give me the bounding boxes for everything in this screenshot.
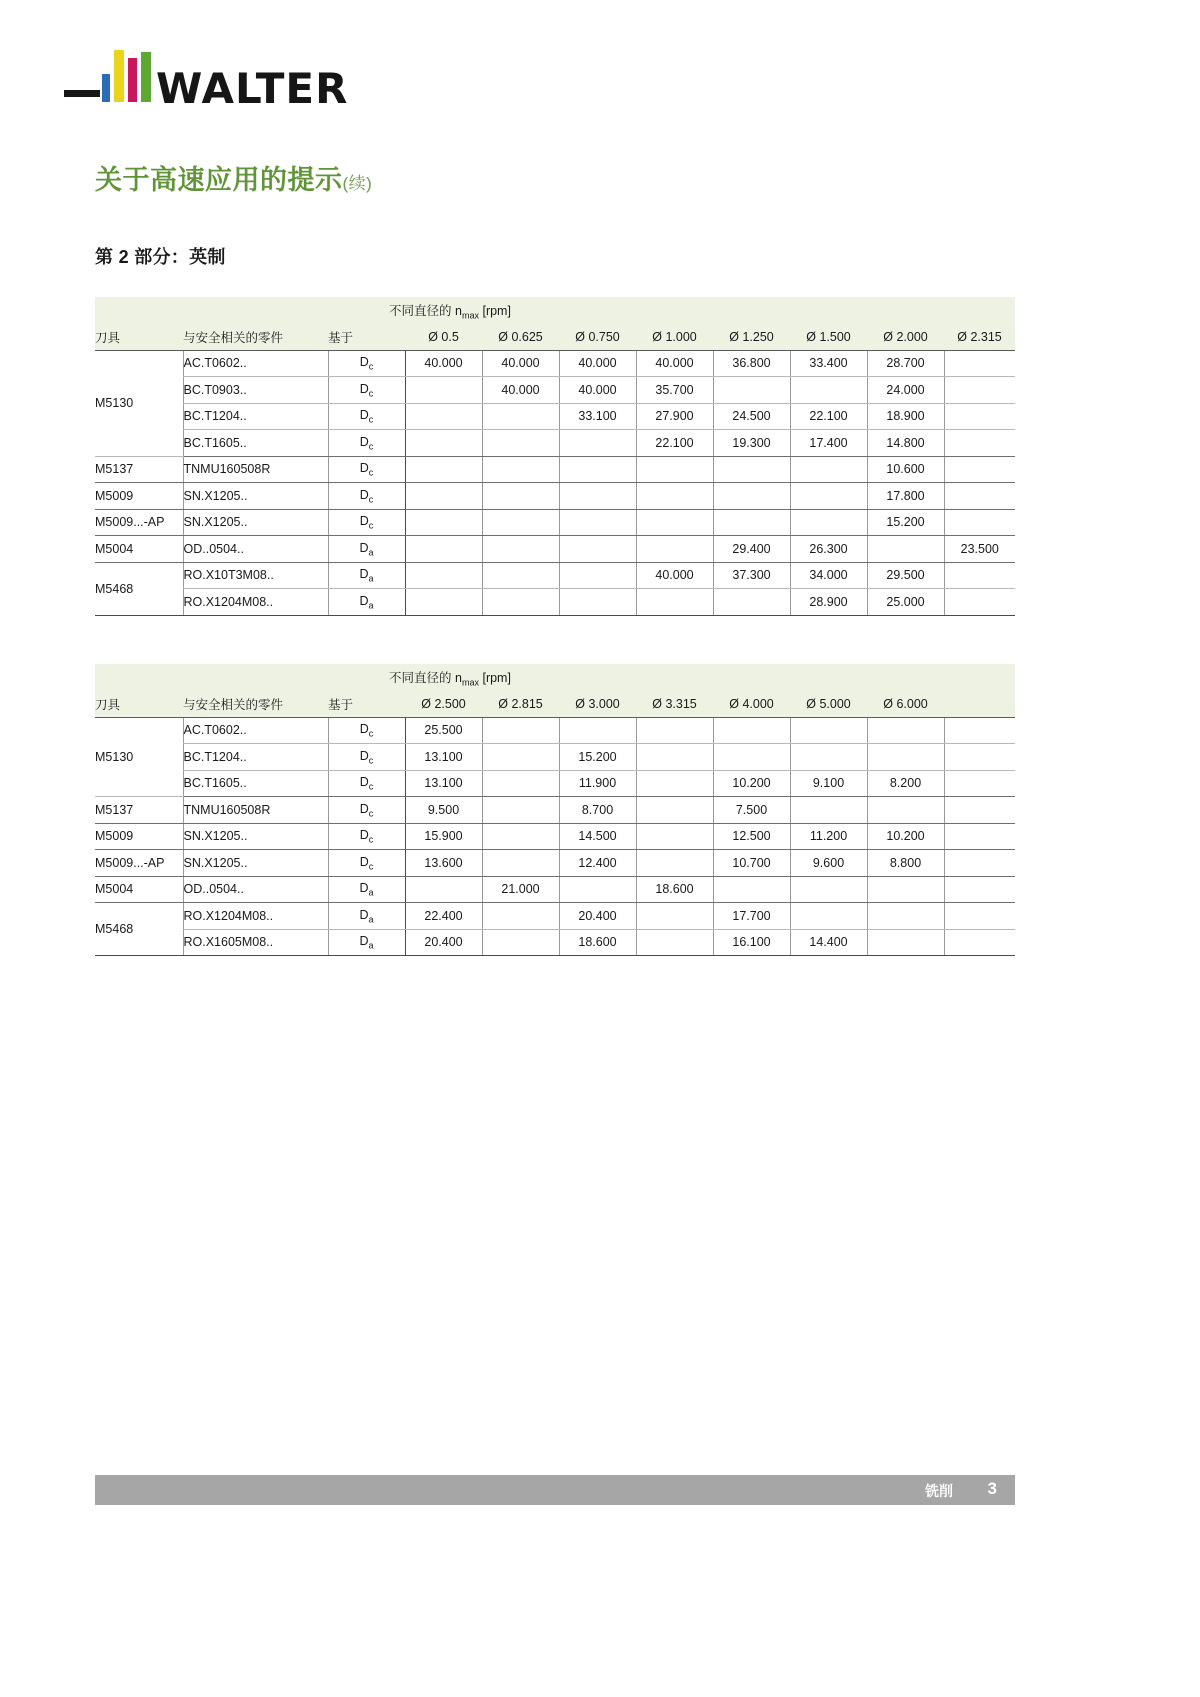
- header-diameter-6: Ø 6.000: [867, 691, 944, 718]
- cell-value: 27.900: [636, 403, 713, 430]
- header-diameter-3: Ø 3.315: [636, 691, 713, 718]
- cell-value: [636, 509, 713, 536]
- spec-table-2: [95, 664, 1015, 956]
- cell-value: 40.000: [559, 377, 636, 404]
- cell-value: [944, 797, 1015, 824]
- header-diameter-2: Ø 3.000: [559, 691, 636, 718]
- footer-page-number: 3: [987, 1479, 997, 1498]
- cell-tool: M5468: [95, 903, 183, 956]
- logo-dash: [64, 90, 100, 97]
- cell-value: [713, 456, 790, 483]
- cell-value: [944, 770, 1015, 797]
- header-diameter-0: Ø 0.5: [405, 324, 482, 351]
- cell-part: BC.T1204..: [183, 744, 328, 771]
- header-diameter-1: Ø 2.815: [482, 691, 559, 718]
- cell-part: OD..0504..: [183, 876, 328, 903]
- cell-basis: $D_a$: [328, 589, 405, 616]
- cell-part: RO.X1605M08..: [183, 929, 328, 956]
- cell-value: [559, 483, 636, 510]
- table-row: [95, 350, 1015, 377]
- cell-value: 34.000: [790, 562, 867, 589]
- cell-value: [944, 823, 1015, 850]
- cell-basis: $D_c$: [328, 744, 405, 771]
- cell-value: [636, 850, 713, 877]
- cell-value: [559, 589, 636, 616]
- cell-tool: M5468: [95, 562, 183, 615]
- cell-value: 10.200: [867, 823, 944, 850]
- header-diameter-0: Ø 2.500: [405, 691, 482, 718]
- cell-tool: M5009...-AP: [95, 509, 183, 536]
- cell-value: [636, 589, 713, 616]
- cell-value: 11.900: [559, 770, 636, 797]
- cell-value: 26.300: [790, 536, 867, 563]
- cell-value: [482, 929, 559, 956]
- cell-value: [944, 850, 1015, 877]
- cell-tool: M5004: [95, 536, 183, 563]
- cell-basis: $D_a$: [328, 903, 405, 930]
- header-part: 与安全相关的零件: [183, 324, 328, 351]
- header-diameter-5: Ø 5.000: [790, 691, 867, 718]
- table-row: [95, 430, 1015, 457]
- cell-value: 9.100: [790, 770, 867, 797]
- cell-value: 25.000: [867, 589, 944, 616]
- cell-basis: $D_a$: [328, 536, 405, 563]
- cell-value: [636, 717, 713, 744]
- cell-value: [482, 770, 559, 797]
- header-basis: 基于: [328, 691, 405, 718]
- table-row: [95, 850, 1015, 877]
- cell-value: [790, 456, 867, 483]
- section-title: 第 2 部分：英制: [95, 247, 226, 267]
- cell-value: [790, 717, 867, 744]
- cell-value: 29.500: [867, 562, 944, 589]
- cell-value: [482, 456, 559, 483]
- cell-value: [790, 744, 867, 771]
- cell-value: 24.500: [713, 403, 790, 430]
- logo-bar-blue: [102, 74, 110, 102]
- cell-value: 40.000: [636, 562, 713, 589]
- cell-tool: M5130: [95, 350, 183, 456]
- band-label: 不同直径的 $n_{max}$ [rpm]: [95, 297, 1015, 324]
- spec-table-2-wrapper: [95, 664, 1015, 956]
- cell-value: [944, 876, 1015, 903]
- cell-value: 35.700: [636, 377, 713, 404]
- cell-value: 40.000: [559, 350, 636, 377]
- cell-part: TNMU160508R: [183, 797, 328, 824]
- cell-value: [482, 797, 559, 824]
- header-diameter-2: Ø 0.750: [559, 324, 636, 351]
- cell-value: [790, 483, 867, 510]
- table-row: [95, 483, 1015, 510]
- table-row: [95, 823, 1015, 850]
- cell-basis: $D_c$: [328, 717, 405, 744]
- table-row: [95, 717, 1015, 744]
- table-row: [95, 377, 1015, 404]
- cell-part: TNMU160508R: [183, 456, 328, 483]
- cell-part: RO.X10T3M08..: [183, 562, 328, 589]
- cell-value: [405, 483, 482, 510]
- cell-value: [944, 509, 1015, 536]
- cell-value: 22.100: [790, 403, 867, 430]
- cell-value: [559, 717, 636, 744]
- header-diameter-6: Ø 2.000: [867, 324, 944, 351]
- cell-value: 19.300: [713, 430, 790, 457]
- cell-value: 10.200: [713, 770, 790, 797]
- cell-value: 9.600: [790, 850, 867, 877]
- table-row: [95, 509, 1015, 536]
- cell-value: 18.600: [636, 876, 713, 903]
- cell-value: 23.500: [944, 536, 1015, 563]
- cell-value: 13.600: [405, 850, 482, 877]
- cell-basis: $D_a$: [328, 562, 405, 589]
- cell-value: [790, 876, 867, 903]
- cell-value: 14.800: [867, 430, 944, 457]
- cell-value: [944, 350, 1015, 377]
- cell-value: [713, 483, 790, 510]
- cell-basis: $D_c$: [328, 770, 405, 797]
- header-diameter-5: Ø 1.500: [790, 324, 867, 351]
- cell-tool: M5009...-AP: [95, 850, 183, 877]
- cell-value: 22.400: [405, 903, 482, 930]
- cell-value: [636, 744, 713, 771]
- cell-value: [790, 377, 867, 404]
- header-basis: 基于: [328, 324, 405, 351]
- cell-value: 40.000: [405, 350, 482, 377]
- footer-bar: [95, 1475, 1015, 1505]
- header-diameter-4: Ø 1.250: [713, 324, 790, 351]
- page-title-text: 关于高速应用的提示: [95, 165, 343, 195]
- logo-bar-pink: [128, 58, 137, 102]
- cell-value: [944, 483, 1015, 510]
- cell-value: 8.700: [559, 797, 636, 824]
- cell-value: [482, 744, 559, 771]
- cell-value: 36.800: [713, 350, 790, 377]
- table-row: [95, 797, 1015, 824]
- cell-value: 28.900: [790, 589, 867, 616]
- logo-bar-yellow: [114, 50, 124, 102]
- cell-value: 17.400: [790, 430, 867, 457]
- cell-value: [482, 430, 559, 457]
- cell-value: [405, 430, 482, 457]
- cell-value: 24.000: [867, 377, 944, 404]
- header-tool: 刀具: [95, 691, 183, 718]
- header-diameter-7: [944, 691, 1015, 718]
- cell-value: 14.400: [790, 929, 867, 956]
- cell-value: [482, 562, 559, 589]
- cell-part: BC.T1605..: [183, 770, 328, 797]
- table-row: [95, 770, 1015, 797]
- cell-part: OD..0504..: [183, 536, 328, 563]
- cell-value: [559, 876, 636, 903]
- cell-value: [944, 403, 1015, 430]
- cell-value: [944, 717, 1015, 744]
- header-part: 与安全相关的零件: [183, 691, 328, 718]
- cell-value: [713, 509, 790, 536]
- cell-value: [790, 509, 867, 536]
- cell-value: [713, 876, 790, 903]
- table-row: [95, 536, 1015, 563]
- cell-value: 28.700: [867, 350, 944, 377]
- cell-basis: $D_c$: [328, 823, 405, 850]
- cell-value: [405, 456, 482, 483]
- cell-basis: $D_c$: [328, 797, 405, 824]
- cell-value: [944, 430, 1015, 457]
- footer-section-label: 铣削: [925, 1483, 953, 1499]
- cell-value: [944, 456, 1015, 483]
- cell-value: [636, 797, 713, 824]
- walter-logo: [64, 52, 354, 114]
- cell-value: 9.500: [405, 797, 482, 824]
- cell-part: RO.X1204M08..: [183, 589, 328, 616]
- table-row: [95, 403, 1015, 430]
- spec-table-1-wrapper: [95, 297, 1015, 616]
- cell-basis: $D_a$: [328, 876, 405, 903]
- cell-value: [867, 717, 944, 744]
- cell-value: 12.500: [713, 823, 790, 850]
- cell-value: 25.500: [405, 717, 482, 744]
- cell-tool: M5009: [95, 483, 183, 510]
- cell-part: SN.X1205..: [183, 823, 328, 850]
- cell-part: SN.X1205..: [183, 509, 328, 536]
- cell-value: 8.800: [867, 850, 944, 877]
- cell-value: 7.500: [713, 797, 790, 824]
- cell-part: AC.T0602..: [183, 717, 328, 744]
- cell-tool: M5130: [95, 717, 183, 797]
- cell-value: [482, 850, 559, 877]
- cell-value: [559, 536, 636, 563]
- cell-value: 8.200: [867, 770, 944, 797]
- cell-value: 18.600: [559, 929, 636, 956]
- cell-value: [636, 483, 713, 510]
- cell-value: 16.100: [713, 929, 790, 956]
- cell-value: [636, 536, 713, 563]
- cell-value: [559, 509, 636, 536]
- cell-tool: M5004: [95, 876, 183, 903]
- cell-value: [867, 536, 944, 563]
- cell-value: [713, 744, 790, 771]
- cell-value: 20.400: [559, 903, 636, 930]
- header-diameter-3: Ø 1.000: [636, 324, 713, 351]
- cell-part: RO.X1204M08..: [183, 903, 328, 930]
- page-title: [95, 158, 372, 197]
- cell-value: 33.100: [559, 403, 636, 430]
- cell-basis: $D_c$: [328, 509, 405, 536]
- cell-value: [482, 717, 559, 744]
- table-row: [95, 744, 1015, 771]
- cell-value: 15.200: [867, 509, 944, 536]
- cell-tool: M5137: [95, 797, 183, 824]
- logo-bar-green: [141, 52, 151, 102]
- cell-value: [405, 589, 482, 616]
- cell-value: [636, 456, 713, 483]
- cell-value: [482, 823, 559, 850]
- cell-value: [944, 903, 1015, 930]
- cell-value: 17.800: [867, 483, 944, 510]
- table-header-row: [95, 691, 1015, 718]
- cell-value: [713, 589, 790, 616]
- cell-value: [713, 717, 790, 744]
- cell-value: [790, 797, 867, 824]
- cell-value: [482, 509, 559, 536]
- cell-value: [944, 377, 1015, 404]
- cell-value: 10.600: [867, 456, 944, 483]
- cell-value: 22.100: [636, 430, 713, 457]
- header-diameter-1: Ø 0.625: [482, 324, 559, 351]
- cell-value: [944, 562, 1015, 589]
- cell-value: 15.200: [559, 744, 636, 771]
- cell-basis: $D_a$: [328, 929, 405, 956]
- cell-value: [482, 403, 559, 430]
- cell-value: 17.700: [713, 903, 790, 930]
- cell-value: 18.900: [867, 403, 944, 430]
- cell-value: [482, 483, 559, 510]
- cell-value: 40.000: [482, 350, 559, 377]
- table-row: [95, 562, 1015, 589]
- cell-basis: $D_c$: [328, 430, 405, 457]
- cell-value: [405, 377, 482, 404]
- cell-part: BC.T0903..: [183, 377, 328, 404]
- cell-value: 21.000: [482, 876, 559, 903]
- cell-value: [636, 823, 713, 850]
- band-label: 不同直径的 $n_{max}$ [rpm]: [95, 664, 1015, 691]
- cell-value: [482, 589, 559, 616]
- cell-value: [636, 929, 713, 956]
- cell-value: [405, 509, 482, 536]
- header-tool: 刀具: [95, 324, 183, 351]
- table-band-row: [95, 297, 1015, 324]
- cell-value: [559, 456, 636, 483]
- page-title-continued: (续): [342, 174, 373, 193]
- cell-basis: $D_c$: [328, 350, 405, 377]
- cell-tool: M5009: [95, 823, 183, 850]
- cell-value: 37.300: [713, 562, 790, 589]
- cell-part: BC.T1204..: [183, 403, 328, 430]
- cell-tool: M5137: [95, 456, 183, 483]
- cell-value: [713, 377, 790, 404]
- cell-basis: $D_c$: [328, 403, 405, 430]
- table-row: [95, 903, 1015, 930]
- cell-basis: $D_c$: [328, 377, 405, 404]
- cell-value: [867, 876, 944, 903]
- cell-value: 40.000: [636, 350, 713, 377]
- cell-part: SN.X1205..: [183, 850, 328, 877]
- logo-wordmark: WALTER: [156, 64, 349, 113]
- cell-value: [790, 903, 867, 930]
- header-diameter-7: Ø 2.315: [944, 324, 1015, 351]
- cell-value: 13.100: [405, 744, 482, 771]
- cell-value: [482, 536, 559, 563]
- table-row: [95, 929, 1015, 956]
- cell-value: 14.500: [559, 823, 636, 850]
- cell-value: [636, 770, 713, 797]
- cell-value: [867, 929, 944, 956]
- table-row: [95, 876, 1015, 903]
- cell-value: 33.400: [790, 350, 867, 377]
- spec-table-1: [95, 297, 1015, 616]
- cell-value: [867, 903, 944, 930]
- cell-value: [867, 797, 944, 824]
- cell-value: [944, 589, 1015, 616]
- cell-value: [559, 562, 636, 589]
- cell-value: [636, 903, 713, 930]
- cell-value: 13.100: [405, 770, 482, 797]
- cell-basis: $D_c$: [328, 850, 405, 877]
- cell-value: [482, 903, 559, 930]
- cell-value: 11.200: [790, 823, 867, 850]
- header-diameter-4: Ø 4.000: [713, 691, 790, 718]
- cell-value: 20.400: [405, 929, 482, 956]
- cell-value: [944, 929, 1015, 956]
- cell-value: 29.400: [713, 536, 790, 563]
- cell-value: [867, 744, 944, 771]
- cell-value: 12.400: [559, 850, 636, 877]
- table-header-row: [95, 324, 1015, 351]
- table-row: [95, 456, 1015, 483]
- cell-value: [559, 430, 636, 457]
- table-row: [95, 589, 1015, 616]
- cell-value: 15.900: [405, 823, 482, 850]
- cell-value: [405, 536, 482, 563]
- cell-value: 10.700: [713, 850, 790, 877]
- cell-part: BC.T1605..: [183, 430, 328, 457]
- cell-part: AC.T0602..: [183, 350, 328, 377]
- cell-part: SN.X1205..: [183, 483, 328, 510]
- cell-value: [405, 403, 482, 430]
- cell-value: [405, 562, 482, 589]
- cell-value: [405, 876, 482, 903]
- table-band-row: [95, 664, 1015, 691]
- cell-value: [944, 744, 1015, 771]
- cell-value: 40.000: [482, 377, 559, 404]
- cell-basis: $D_c$: [328, 456, 405, 483]
- cell-basis: $D_c$: [328, 483, 405, 510]
